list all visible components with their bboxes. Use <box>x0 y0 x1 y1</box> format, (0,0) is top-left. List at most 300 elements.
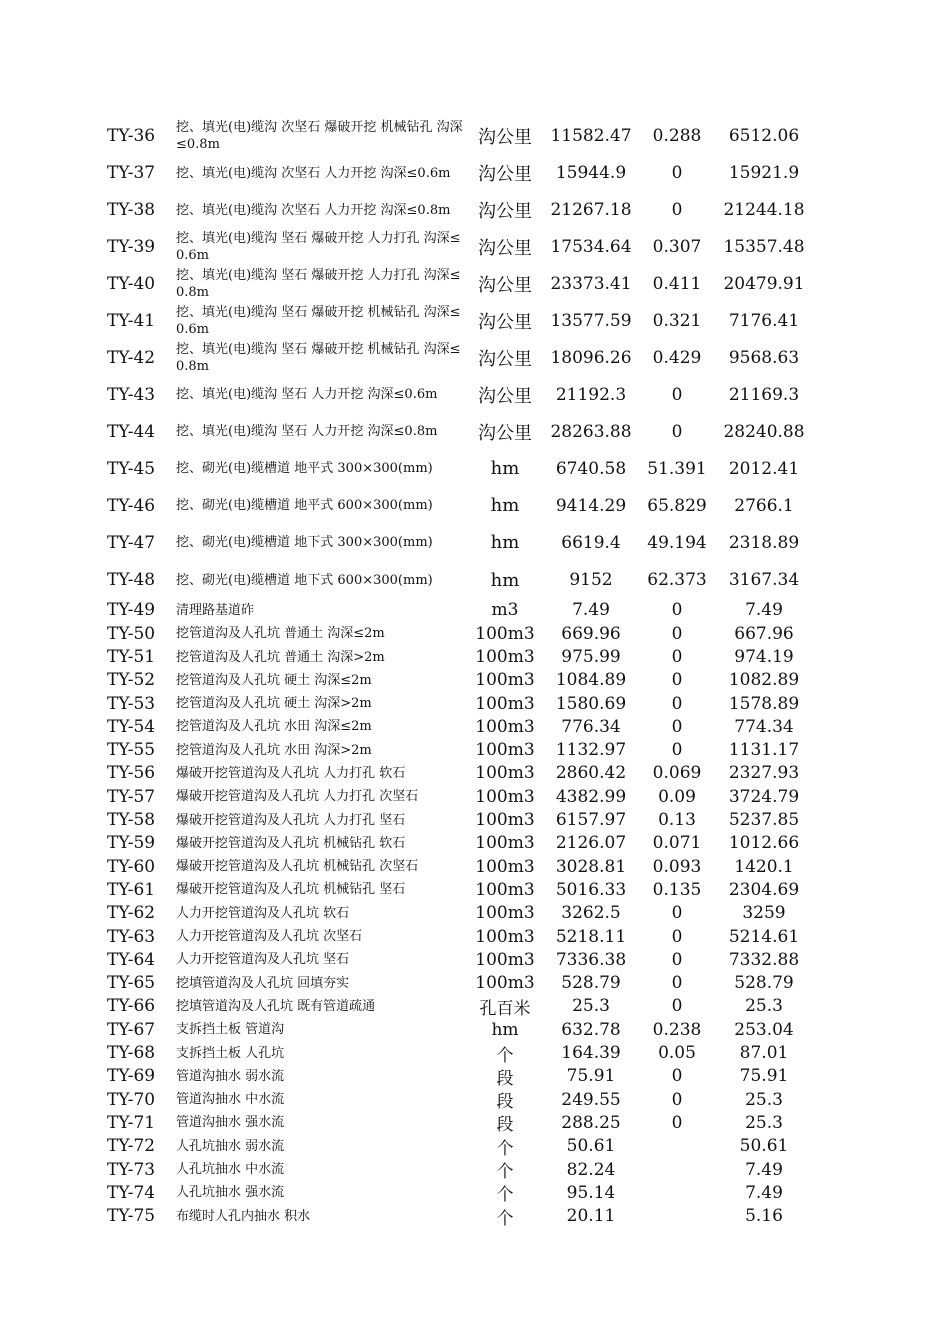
base-price <box>546 622 636 645</box>
quota-description <box>176 692 464 715</box>
quota-description <box>176 266 464 303</box>
base-price <box>546 995 636 1018</box>
quota-description <box>176 622 464 645</box>
quota-description <box>176 524 464 561</box>
base-price-text: 669.96 <box>561 623 621 644</box>
material-weight-text: 62.373 <box>647 570 707 591</box>
base-price <box>546 1065 636 1088</box>
labor-cost-text: 1578.89 <box>728 693 800 714</box>
table-row <box>0 1181 950 1204</box>
base-price <box>546 376 636 413</box>
quota-code-text: TY-38 <box>107 200 156 221</box>
quota-description <box>176 878 464 901</box>
labor-cost-text: 2304.69 <box>728 879 800 900</box>
quota-description-text: 人孔坑抽水 中水流 <box>176 1162 285 1178</box>
quota-unit-text: 段 <box>496 1092 514 1113</box>
labor-cost <box>718 995 810 1018</box>
base-price-text: 3262.5 <box>561 903 621 924</box>
labor-cost <box>718 622 810 645</box>
material-weight <box>636 1111 718 1134</box>
quota-unit <box>466 1041 544 1064</box>
labor-cost-text: 253.04 <box>734 1019 794 1040</box>
quota-description-text: 挖填管道沟及人孔坑 回填夯实 <box>176 975 350 991</box>
labor-cost <box>718 832 810 855</box>
base-price <box>546 192 636 229</box>
quota-code-text: TY-71 <box>107 1112 156 1133</box>
labor-cost <box>718 1135 810 1158</box>
quota-description <box>176 562 464 599</box>
quota-unit <box>466 1181 544 1204</box>
quota-description-text: 挖、砌光(电)缆槽道 地下式 300×300(mm) <box>176 535 433 551</box>
base-price <box>546 1158 636 1181</box>
quota-code <box>107 302 173 339</box>
quota-unit <box>466 1111 544 1134</box>
quota-code-text: TY-40 <box>107 274 156 294</box>
quota-unit-text: 段 <box>496 1115 514 1136</box>
base-price-text: 5016.33 <box>555 879 627 900</box>
labor-cost-text: 21244.18 <box>723 200 805 221</box>
quota-description <box>176 599 464 622</box>
quota-code <box>107 1181 173 1204</box>
labor-cost <box>718 1158 810 1181</box>
base-price-text: 75.91 <box>566 1066 616 1087</box>
quota-unit-text: 个 <box>496 1138 514 1159</box>
quota-code-text: TY-44 <box>107 421 156 442</box>
material-weight-text: 0 <box>671 670 683 691</box>
quota-unit <box>466 645 544 668</box>
quota-code-text: TY-52 <box>107 670 156 691</box>
material-weight-text: 0.288 <box>652 126 702 147</box>
quota-code-text: TY-65 <box>107 973 156 994</box>
quota-description <box>176 669 464 692</box>
base-price-text: 20.11 <box>566 1206 616 1227</box>
quota-unit <box>466 622 544 645</box>
quota-unit-text: m3 <box>491 600 519 621</box>
table-row <box>0 155 950 192</box>
quota-unit-text: 沟公里 <box>478 164 532 186</box>
table-row <box>0 599 950 622</box>
labor-cost <box>718 266 810 303</box>
quota-code-text: TY-39 <box>107 237 156 258</box>
material-weight-text: 0 <box>671 949 683 970</box>
quota-unit-text: 100m3 <box>475 949 535 970</box>
base-price-text: 776.34 <box>561 716 621 737</box>
quota-code-text: TY-51 <box>107 647 156 667</box>
quota-unit <box>466 1018 544 1041</box>
labor-cost <box>718 599 810 622</box>
labor-cost-text: 5214.61 <box>728 926 800 947</box>
quota-code <box>107 855 173 878</box>
labor-cost <box>718 785 810 808</box>
labor-cost <box>718 413 810 450</box>
quota-unit <box>466 302 544 339</box>
quota-unit-text: 个 <box>496 1045 514 1066</box>
labor-cost-text: 3724.79 <box>728 786 800 807</box>
quota-description <box>176 1181 464 1204</box>
table-row <box>0 878 950 901</box>
quota-code <box>107 450 173 487</box>
base-price-text: 11582.47 <box>550 126 632 147</box>
quota-description-text: 挖、填光(电)缆沟 坚石 爆破开挖 人力打孔 沟深≤0.8m <box>176 268 461 300</box>
quota-unit <box>466 450 544 487</box>
labor-cost <box>718 1018 810 1041</box>
quota-unit <box>466 562 544 599</box>
labor-cost <box>718 855 810 878</box>
material-weight-text: 0 <box>671 1066 683 1087</box>
table-row <box>0 739 950 762</box>
labor-cost <box>718 229 810 266</box>
quota-code <box>107 562 173 599</box>
quota-description <box>176 118 464 155</box>
base-price <box>546 302 636 339</box>
quota-code <box>107 739 173 762</box>
quota-unit <box>466 692 544 715</box>
quota-code-text: TY-48 <box>107 570 156 591</box>
base-price-text: 95.14 <box>566 1182 616 1203</box>
quota-code <box>107 878 173 901</box>
labor-cost <box>718 1111 810 1134</box>
quota-code <box>107 599 173 622</box>
quota-description <box>176 995 464 1018</box>
labor-cost-text: 21169.3 <box>728 384 800 405</box>
table-row <box>0 762 950 785</box>
table-row <box>0 715 950 738</box>
quota-description-text: 挖管道沟及人孔坑 水田 沟深>2m <box>176 742 372 758</box>
quota-code-text: TY-36 <box>107 126 156 147</box>
quota-unit <box>466 376 544 413</box>
quota-unit-text: 沟公里 <box>478 385 532 407</box>
material-weight <box>636 562 718 599</box>
quota-unit-text: 100m3 <box>475 903 535 924</box>
quota-description-text: 挖管道沟及人孔坑 硬土 沟深>2m <box>176 696 372 712</box>
quota-code-text: TY-60 <box>107 856 156 877</box>
material-weight <box>636 902 718 925</box>
quota-unit-text: hm <box>490 495 520 517</box>
material-weight <box>636 1018 718 1041</box>
quota-description <box>176 1018 464 1041</box>
quota-unit <box>466 1158 544 1181</box>
base-price <box>546 487 636 524</box>
quota-code-text: TY-59 <box>107 833 156 854</box>
labor-cost-text: 3167.34 <box>728 570 800 591</box>
quota-code <box>107 785 173 808</box>
material-weight-text: 0 <box>671 623 683 644</box>
quota-unit <box>466 524 544 561</box>
base-price <box>546 229 636 266</box>
material-weight-text: 0 <box>671 600 683 621</box>
quota-code-text: TY-68 <box>107 1043 156 1064</box>
labor-cost <box>718 878 810 901</box>
base-price-text: 632.78 <box>561 1019 621 1040</box>
table-row <box>0 1018 950 1041</box>
quota-description <box>176 715 464 738</box>
table-row <box>0 1088 950 1111</box>
table-row <box>0 118 950 155</box>
base-price <box>546 855 636 878</box>
labor-cost <box>718 645 810 668</box>
quota-code <box>107 376 173 413</box>
quota-description-text: 爆破开挖管道沟及人孔坑 人力打孔 软石 <box>176 765 406 781</box>
material-weight <box>636 118 718 155</box>
material-weight <box>636 524 718 561</box>
quota-description <box>176 948 464 971</box>
material-weight-text: 0 <box>671 740 683 761</box>
material-weight-text: 0.05 <box>658 1043 696 1064</box>
material-weight-text: 0 <box>671 996 683 1017</box>
base-price <box>546 1204 636 1227</box>
quota-description-text: 挖、填光(电)缆沟 次坚石 人力开挖 沟深≤0.6m <box>176 165 451 181</box>
material-weight <box>636 266 718 303</box>
material-weight-text: 0.13 <box>658 810 696 831</box>
quota-code <box>107 948 173 971</box>
quota-description-text: 挖、填光(电)缆沟 坚石 人力开挖 沟深≤0.8m <box>176 424 438 440</box>
base-price-text: 3028.81 <box>555 856 627 877</box>
quota-description-text: 人力开挖管道沟及人孔坑 软石 <box>176 905 350 921</box>
base-price-text: 50.61 <box>566 1136 616 1157</box>
quota-code <box>107 1065 173 1088</box>
table-row <box>0 832 950 855</box>
table-row <box>0 808 950 831</box>
material-weight <box>636 599 718 622</box>
material-weight <box>636 1158 718 1181</box>
table-row <box>0 339 950 376</box>
material-weight-text: 0.411 <box>652 274 702 294</box>
quota-description-text: 清理路基道砟 <box>176 602 255 618</box>
material-weight <box>636 715 718 738</box>
quota-description-text: 挖、填光(电)缆沟 坚石 爆破开挖 机械钻孔 沟深≤0.8m <box>176 341 461 374</box>
labor-cost-text: 667.96 <box>734 623 794 644</box>
labor-cost <box>718 562 810 599</box>
quota-code-text: TY-37 <box>107 163 156 184</box>
labor-cost <box>718 925 810 948</box>
quota-code <box>107 645 173 668</box>
quota-unit <box>466 925 544 948</box>
base-price <box>546 1041 636 1064</box>
quota-code <box>107 192 173 229</box>
quota-description <box>176 785 464 808</box>
base-price-text: 1132.97 <box>555 740 627 761</box>
material-weight-text: 0 <box>671 973 683 994</box>
base-price-text: 288.25 <box>561 1112 621 1133</box>
quota-code-text: TY-41 <box>107 310 156 331</box>
material-weight-text: 0 <box>671 903 683 924</box>
quota-description-text: 爆破开挖管道沟及人孔坑 人力打孔 坚石 <box>176 812 406 828</box>
quota-code <box>107 808 173 831</box>
labor-cost-text: 9568.63 <box>728 347 800 368</box>
labor-cost-text: 50.61 <box>739 1136 789 1157</box>
quota-unit <box>466 878 544 901</box>
base-price-text: 1084.89 <box>555 670 627 691</box>
quota-description <box>176 302 464 339</box>
labor-cost <box>718 376 810 413</box>
material-weight <box>636 925 718 948</box>
quota-unit <box>466 229 544 266</box>
quota-unit-text: 段 <box>496 1068 514 1089</box>
material-weight-text: 0 <box>671 926 683 947</box>
quota-description-text: 布缆时人孔内抽水 积水 <box>176 1208 311 1224</box>
quota-unit <box>466 902 544 925</box>
quota-description-text: 挖管道沟及人孔坑 普通土 沟深>2m <box>176 649 385 665</box>
material-weight <box>636 878 718 901</box>
quota-description <box>176 192 464 229</box>
material-weight <box>636 832 718 855</box>
table-row <box>0 1111 950 1134</box>
quota-code <box>107 229 173 266</box>
quota-code <box>107 669 173 692</box>
quota-unit <box>466 339 544 376</box>
table-row <box>0 302 950 339</box>
base-price <box>546 948 636 971</box>
quota-unit-text: 沟公里 <box>478 311 532 333</box>
quota-description-text: 挖管道沟及人孔坑 水田 沟深≤2m <box>176 719 372 735</box>
labor-cost-text: 87.01 <box>739 1043 789 1064</box>
labor-cost-text: 7176.41 <box>728 310 800 331</box>
quota-description-text: 爆破开挖管道沟及人孔坑 机械钻孔 坚石 <box>176 882 406 898</box>
quota-description-text: 挖填管道沟及人孔坑 既有管道疏通 <box>176 998 376 1014</box>
quota-unit-text: 100m3 <box>475 879 535 900</box>
quota-unit-text: hm <box>491 1019 519 1040</box>
base-price-text: 15944.9 <box>555 163 627 184</box>
table-row <box>0 229 950 266</box>
quota-code-text: TY-56 <box>107 763 156 784</box>
quota-unit <box>466 785 544 808</box>
base-price <box>546 669 636 692</box>
quota-code-text: TY-43 <box>107 384 156 405</box>
table-row <box>0 1041 950 1064</box>
quota-unit <box>466 832 544 855</box>
labor-cost-text: 7.49 <box>745 1182 783 1203</box>
quota-description-text: 爆破开挖管道沟及人孔坑 人力打孔 次坚石 <box>176 789 419 805</box>
labor-cost-text: 5.16 <box>745 1206 783 1227</box>
material-weight <box>636 339 718 376</box>
table-row <box>0 902 950 925</box>
material-weight-text: 0.069 <box>652 763 702 784</box>
quota-code-text: TY-46 <box>107 495 156 516</box>
base-price <box>546 339 636 376</box>
material-weight-text: 65.829 <box>647 495 707 516</box>
quota-code-text: TY-42 <box>107 347 156 368</box>
quota-unit <box>466 855 544 878</box>
quota-description-text: 支拆挡土板 人孔坑 <box>176 1045 285 1061</box>
quota-description <box>176 645 464 668</box>
material-weight-text: 0.093 <box>652 856 702 877</box>
material-weight-text: 0.09 <box>658 786 696 807</box>
quota-description-text: 挖管道沟及人孔坑 硬土 沟深≤2m <box>176 672 372 688</box>
base-price-text: 6740.58 <box>555 458 627 479</box>
labor-cost <box>718 762 810 785</box>
quota-code-text: TY-58 <box>107 810 156 831</box>
material-weight-text: 0 <box>671 200 683 221</box>
labor-cost <box>718 902 810 925</box>
base-price <box>546 692 636 715</box>
quota-unit-text: 100m3 <box>475 740 535 761</box>
quota-code-text: TY-50 <box>107 623 156 644</box>
quota-code <box>107 1135 173 1158</box>
quota-description <box>176 376 464 413</box>
material-weight-text: 0 <box>671 163 683 184</box>
material-weight <box>636 413 718 450</box>
labor-cost-text: 774.34 <box>734 716 794 737</box>
material-weight <box>636 450 718 487</box>
quota-unit <box>466 995 544 1018</box>
table-row <box>0 645 950 668</box>
base-price-text: 7336.38 <box>555 949 627 970</box>
quota-unit-text: 100m3 <box>475 786 535 807</box>
material-weight <box>636 692 718 715</box>
quota-description <box>176 339 464 376</box>
base-price-text: 23373.41 <box>550 274 632 294</box>
quota-description <box>176 855 464 878</box>
quota-code <box>107 925 173 948</box>
base-price <box>546 1088 636 1111</box>
quota-unit <box>466 808 544 831</box>
quota-unit-text: hm <box>490 569 520 591</box>
quota-unit-text: 沟公里 <box>478 275 532 296</box>
base-price-text: 249.55 <box>561 1089 621 1110</box>
material-weight <box>636 645 718 668</box>
material-weight-text: 0.071 <box>652 833 702 854</box>
base-price-text: 6157.97 <box>555 810 627 831</box>
quota-code-text: TY-47 <box>107 532 156 553</box>
labor-cost-text: 2766.1 <box>734 495 794 516</box>
base-price-text: 6619.4 <box>561 532 621 553</box>
labor-cost <box>718 339 810 376</box>
quota-description-text: 人孔坑抽水 强水流 <box>176 1185 285 1201</box>
base-price <box>546 925 636 948</box>
base-price <box>546 762 636 785</box>
quota-description-text: 管道沟抽水 弱水流 <box>176 1068 285 1084</box>
quota-unit-text: 100m3 <box>475 716 535 737</box>
quota-code <box>107 524 173 561</box>
labor-cost <box>718 669 810 692</box>
material-weight <box>636 855 718 878</box>
quota-code <box>107 266 173 303</box>
base-price <box>546 599 636 622</box>
quota-code <box>107 1088 173 1111</box>
labor-cost-text: 7.49 <box>745 1159 783 1180</box>
labor-cost-text: 528.79 <box>734 973 794 994</box>
quota-unit-text: 100m3 <box>475 833 535 854</box>
material-weight <box>636 192 718 229</box>
base-price <box>546 808 636 831</box>
labor-cost-text: 15921.9 <box>728 163 800 184</box>
material-weight <box>636 1181 718 1204</box>
quota-description <box>176 902 464 925</box>
quota-description <box>176 155 464 192</box>
material-weight <box>636 1088 718 1111</box>
quota-unit-text: 100m3 <box>475 647 535 667</box>
quota-description <box>176 1041 464 1064</box>
base-price-text: 4382.99 <box>555 786 627 807</box>
material-weight <box>636 1041 718 1064</box>
material-weight <box>636 948 718 971</box>
base-price-text: 18096.26 <box>550 347 632 368</box>
quota-code <box>107 715 173 738</box>
labor-cost-text: 25.3 <box>745 996 783 1017</box>
base-price <box>546 902 636 925</box>
quota-unit-text: 孔百米 <box>479 998 531 1019</box>
labor-cost-text: 1082.89 <box>728 670 800 691</box>
material-weight-text: 0 <box>671 384 683 405</box>
base-price <box>546 155 636 192</box>
quota-code <box>107 692 173 715</box>
quota-description <box>176 972 464 995</box>
quota-unit-text: 沟公里 <box>478 238 532 260</box>
labor-cost <box>718 1181 810 1204</box>
quota-code <box>107 1018 173 1041</box>
labor-cost-text: 1012.66 <box>728 833 800 854</box>
quota-code <box>107 972 173 995</box>
